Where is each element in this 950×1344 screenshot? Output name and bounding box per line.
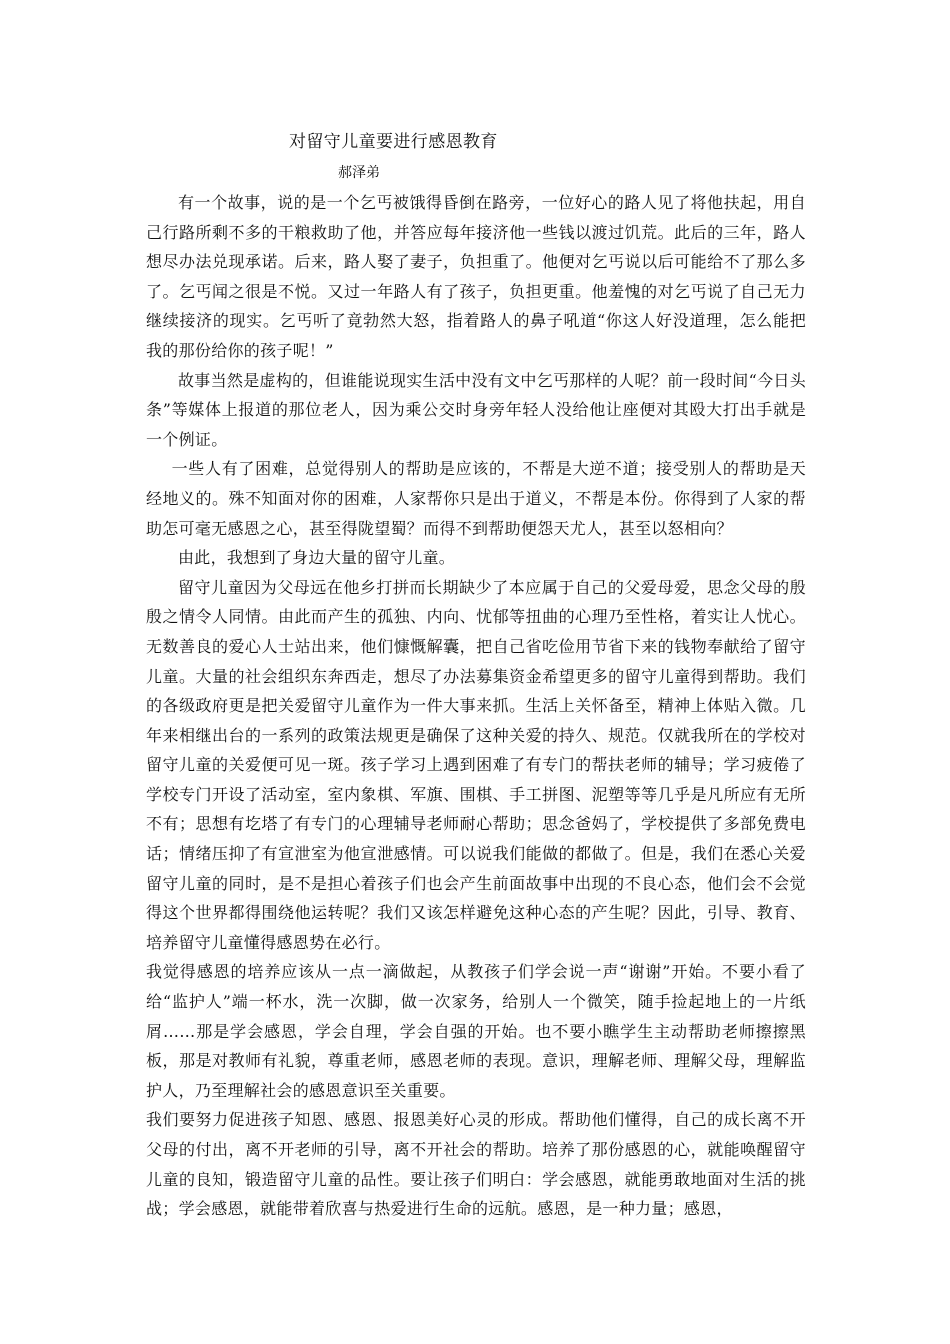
paragraph-gratitude-training: 我觉得感恩的培养应该从一点一滴做起，从教孩子们学会说一声“谢谢”开始。不要小看了给“监护人”端一杯水，洗一次脚，做一次家务，给别人一个微笑，随手捡起地上的一片纸屑……那是学会感恩，学会自理，学会自强的开始。也不要小瞧学生主动帮助老师擦擦黑板，那是对教师有礼貌，尊重老师，感恩老师的表现。意识，理解老师、理解父母，理解监护人，乃至理解社会的感恩意识至关重要。 — [146, 962, 806, 1100]
paragraph-example: 故事当然是虚构的，但谁能说现实生活中没有文中乞丐那样的人呢？前一段时间“今日头条”等媒体上报道的那位老人，因为乘公交时身旁年轻人没给他让座便对其殴大打出手就是一个例证。 — [146, 370, 806, 449]
paragraph-help: 一些人有了困难，总觉得别人的帮助是应该的，不帮是大逆不道；接受别人的帮助是天经地义的。殊不知面对你的困难，人家帮你只是出于道义，不帮是本份。你得到了人家的帮助怎可毫无感恩之心，甚至得陇望蜀？而得不到帮助便怨天尤人，甚至以怒相向？ — [146, 459, 806, 538]
document-body — [146, 188, 806, 1224]
paragraph-story: 有一个故事，说的是一个乞丐被饿得昏倒在路旁，一位好心的路人见了将他扶起，用自己行路所剩不多的干粮救助了他，并答应每年接济他一些钱以渡过饥荒。此后的三年，路人想尽办法兑现承诺。后来，路人娶了妻子，负担重了。他便对乞丐说以后可能给不了那么多了。乞丐闻之很是不悦。又过一年路人有了孩子，负担更重。他羞愧的对乞丐说了自己无力继续接济的现实。乞丐听了竟勃然大怒，指着路人的鼻子吼道“你这人好没道理，怎么能把我的那份给你的孩子呢！” — [146, 193, 806, 360]
paragraph-transition: 由此，我想到了身边大量的留守儿童。 — [178, 548, 456, 568]
paragraph-gratitude-heart: 我们要努力促进孩子知恩、感恩、报恩美好心灵的形成。帮助他们懂得，自己的成长离不开父母的付出，离不开老师的引导，离不开社会的帮助。培养了那份感恩的心，就能唤醒留守儿童的良知，锻造留守儿童的品性。要让孩子们明白：学会感恩，就能勇敢地面对生活的挑战；学会感恩，就能带着欣喜与热爱进行生命的远航。感恩，是一种力量；感恩， — [146, 1110, 806, 1219]
document-title: 对留守儿童要进行感恩教育 — [289, 132, 498, 152]
paragraph-left-behind-children: 留守儿童因为父母远在他乡打拼而长期缺少了本应属于自己的父爱母爱，思念父母的殷殷之情令人同情。由此而产生的孤独、内向、忧郁等扭曲的心理乃至性格，着实让人忧心。无数善良的爱心人士站出来，他们慷慨解囊，把自己省吃俭用节省下来的钱物奉献给了留守儿童。大量的社会组织东奔西走，想尽了办法募集资金希望更多的留守儿童得到帮助。我们的各级政府更是把关爱留守儿童作为一件大事来抓。生活上关怀备至，精神上体贴入微。几年来相继出台的一系列的政策法规更是确保了这种关爱的持久、规范。仅就我所在的学校对留守儿童的关爱便可见一斑。孩子学习上遇到困难了有专门的帮扶老师的辅导；学习疲倦了学校专门开设了活动室，室内象棋、军旗、围棋、手工拼图、泥塑等等几乎是凡所应有无所不有；思想有圪塔了有专门的心理辅导老师耐心帮助；思念爸妈了，学校提供了多部免费电话；情绪压抑了有宣泄室为他宣泄感情。可以说我们能做的都做了。但是，我们在悉心关爱留守儿童的同时，是不是担心着孩子们也会产生前面故事中出现的不良心态，他们会不会觉得这个世界都得围绕他运转呢？我们又该怎样避免这种心态的产生呢？因此，引导、教育、培养留守儿童懂得感恩势在必行。 — [146, 577, 806, 952]
document-author: 郝泽弟 — [338, 165, 380, 181]
